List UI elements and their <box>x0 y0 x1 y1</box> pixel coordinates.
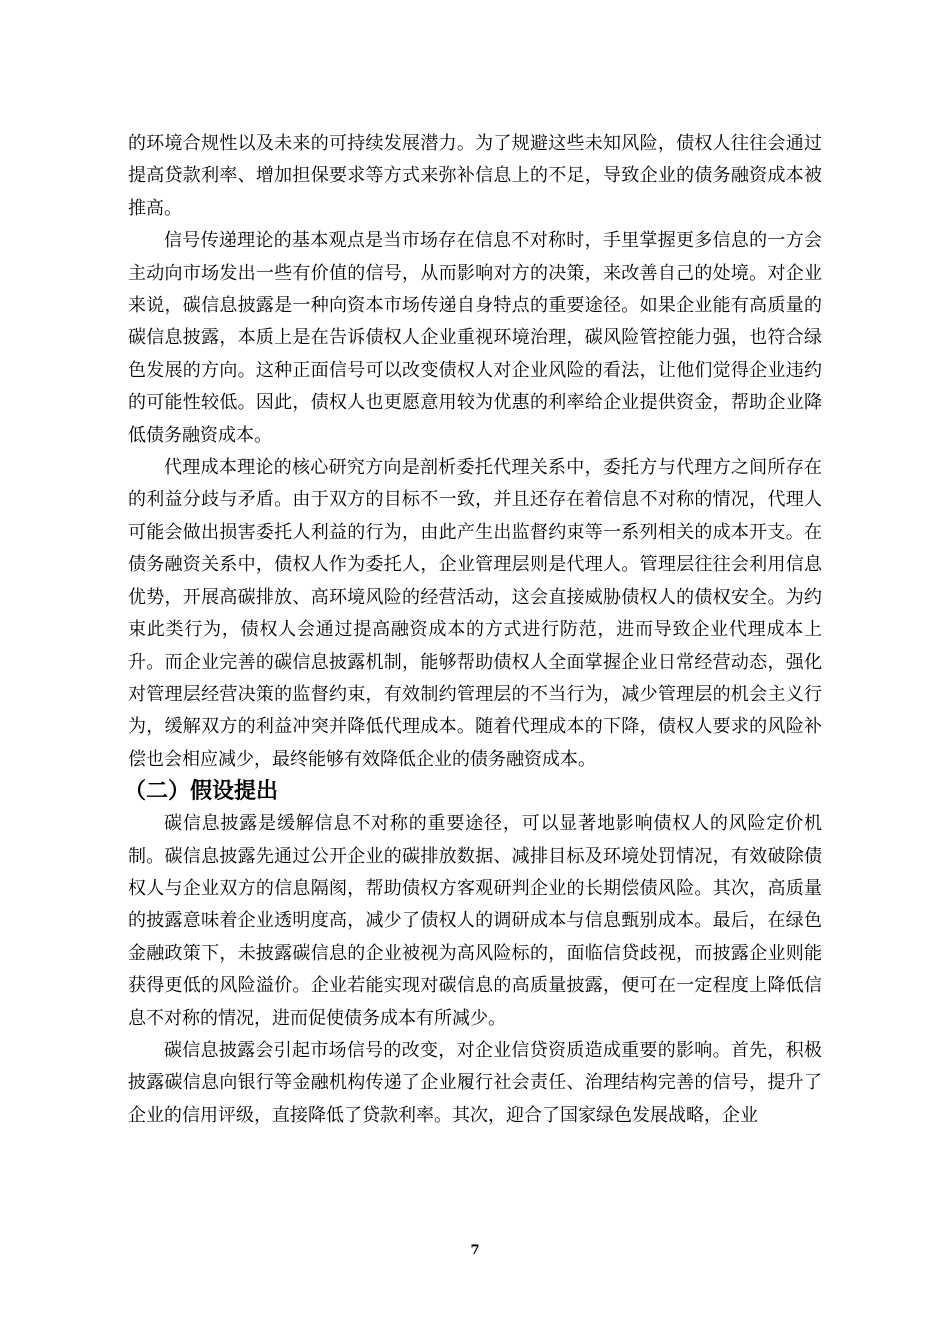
paragraph-agency-cost-theory: 代理成本理论的核心研究方向是剖析委托代理关系中，委托方与代理方之间所存在的利益分歧与矛盾。由于双方的目标不一致，并且还存在着信息不对称的情况，代理人可能会做出损害委托人利益的行为，由此产生出监督约束等一系列相关的成本开支。在债务融资关系中，债权人作为委托人，企业管理层则是代理人。管理层往往会利用信息优势，开展高碳排放、高环境风险的经营活动，这会直接威胁债权人的债权安全。为约束此类行为，债权人会通过提高融资成本的方式进行防范，进而导致企业代理成本上升。而企业完善的碳信息披露机制，能够帮助债权人全面掌握企业日常经营动态，强化对管理层经营决策的监督约束，有效制约管理层的不当行为，减少管理层的机会主义行为，缓解双方的利益冲突并降低代理成本。随着代理成本的下降，债权人要求的风险补偿也会相应减少，最终能够有效降低企业的债务融资成本。 <box>128 457 822 770</box>
paragraph-hypothesis-2: 碳信息披露会引起市场信号的改变，对企业信贷资质造成重要的影响。首先，积极披露碳信息向银行等金融机构传递了企业履行社会责任、治理结构完善的信号，提升了企业的信用评级，直接降低了贷款利率。其次，迎合了国家绿色发展战略，企业 <box>128 1039 822 1126</box>
paragraph-hypothesis-1: 碳信息披露是缓解信息不对称的重要途径，可以显著地影响债权人的风险定价机制。碳信息披露先通过公开企业的碳排放数据、减排目标及环境处罚情况，有效破除债权人与企业双方的信息隔阂，帮助债权方客观研判企业的长期偿债风险。其次，高质量的披露意味着企业透明度高，减少了债权人的调研成本与信息甄别成本。最后，在绿色金融政策下，未披露碳信息的企业被视为高风险标的，面临信贷歧视，而披露企业则能获得更低的风险溢价。企业若能实现对碳信息的高质量披露，便可在一定程度上降低信息不对称的情况，进而促使债务成本有所减少。 <box>128 813 822 1029</box>
page-number: 7 <box>470 1243 480 1258</box>
section-heading: （二）假设提出 <box>124 779 279 805</box>
paragraph-continued: 的环境合规性以及未来的可持续发展潜力。为了规避这些未知风险，债权人往往会通过提高贷款利率、增加担保要求等方式来弥补信息上的不足，导致企业的债务融资成本被推高。 <box>128 133 822 219</box>
paragraph-signaling-theory: 信号传递理论的基本观点是当市场存在信息不对称时，手里掌握更多信息的一方会主动向市场发出一些有价值的信号，从而影响对方的决策，来改善自己的处境。对企业来说，碳信息披露是一种向资本市场传递自身特点的重要途径。如果企业能有高质量的碳信息披露，本质上是在告诉债权人企业重视环境治理，碳风险管控能力强，也符合绿色发展的方向。这种正面信号可以改变债权人对企业风险的看法，让他们觉得企业违约的可能性较低。因此，债权人也更愿意用较为优惠的利率给企业提供资金，帮助企业降低债务融资成本。 <box>128 230 822 446</box>
body-text <box>124 128 822 1132</box>
